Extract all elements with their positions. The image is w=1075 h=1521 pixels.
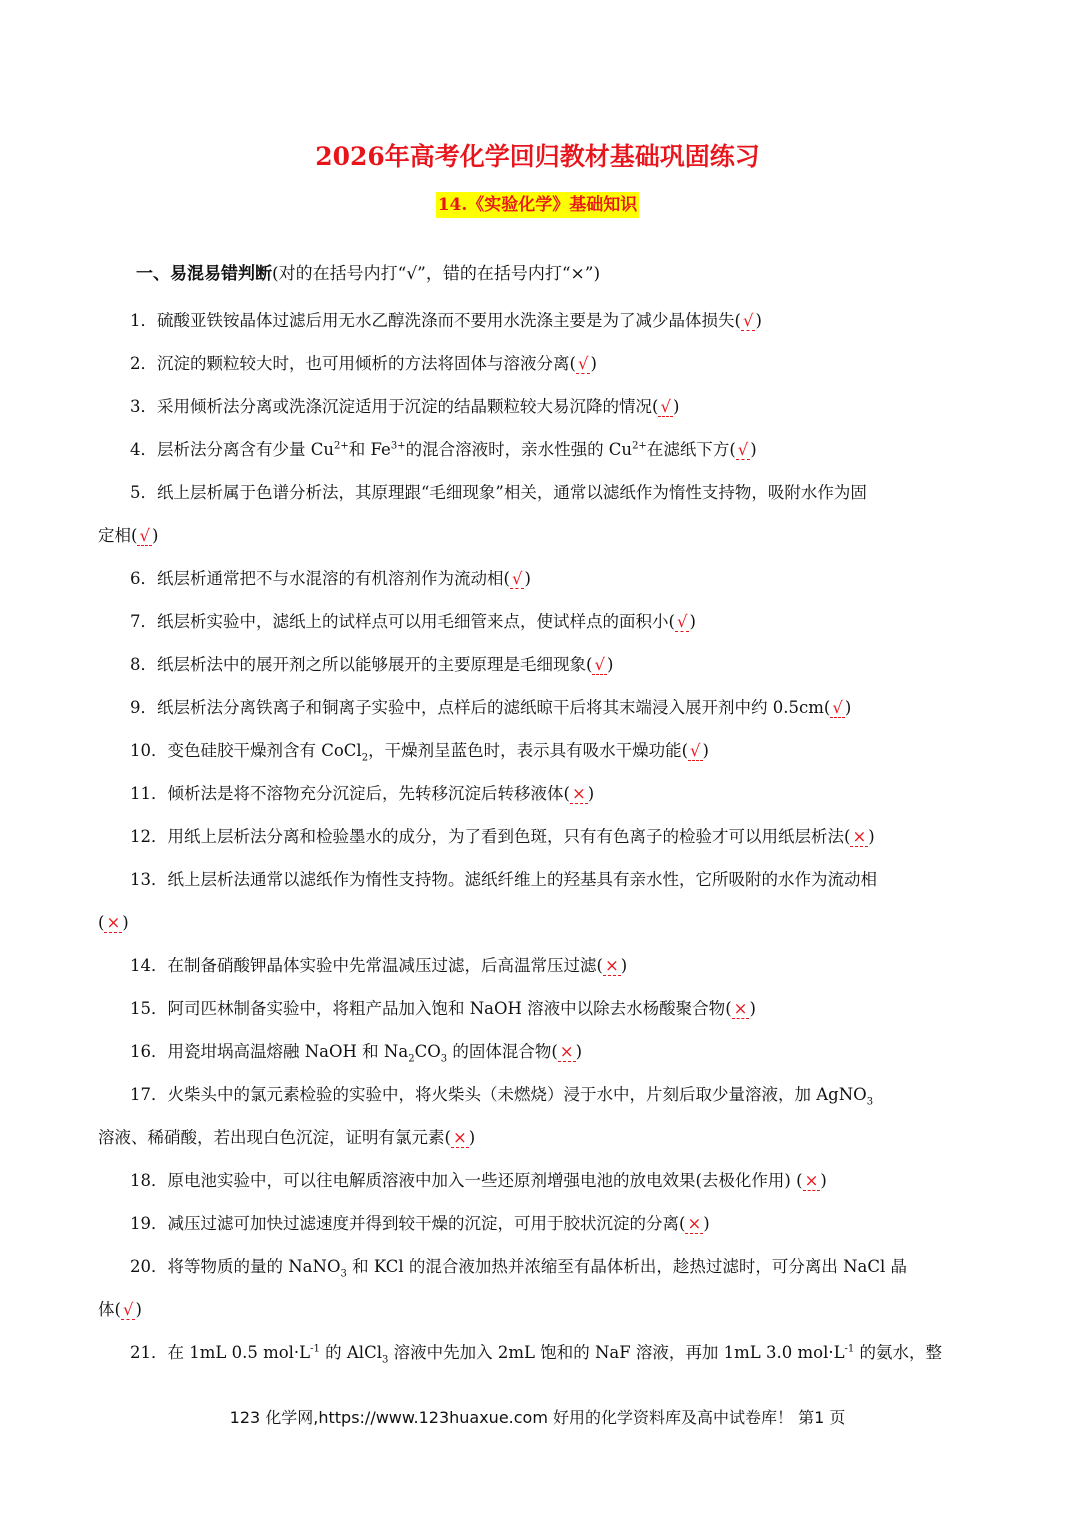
question-6: 6．纸层析通常把不与水混溶的有机溶剂作为流动相( √ ): [130, 569, 531, 588]
question-3: 3．采用倾析法分离或洗涤沉淀适用于沉淀的结晶颗粒较大易沉降的情况( √ ): [130, 397, 680, 416]
answer-mark: √: [577, 354, 589, 373]
answer-mark: √: [511, 569, 523, 588]
question-8: 8．纸层析法中的展开剂之所以能够展开的主要原理是毛细现象( √ ): [130, 655, 614, 674]
answer-mark: ×: [452, 1128, 467, 1147]
question-7: 7．纸层析实验中，滤纸上的试样点可以用毛细管来点，使试样点的面积小( √ ): [130, 612, 696, 631]
answer-mark: ×: [559, 1042, 574, 1061]
question-5: 5．纸上层析属于色谱分析法，其原理跟“毛细现象”相关，通常以滤纸作为惰性支持物，吸附水作为固 定相( √ ): [98, 483, 867, 545]
answer-mark: ×: [852, 827, 867, 846]
question-1: 1．硫酸亚铁铵晶体过滤后用无水乙醇洗涤而不要用水洗涤主要是为了减少晶体损失( √ ): [130, 311, 762, 330]
question-17: 17．火柴头中的氯元素检验的实验中，将火柴头（未燃烧）浸于水中，片刻后取少量溶液，加 AgNO$_3$ 溶液、稀硝酸，若出现白色沉淀，证明有氯元素( × ): [98, 1085, 874, 1147]
question-18: 18．原电池实验中，可以往电解质溶液中加入一些还原剂增强电池的放电效果(去极化作用) ( × ): [130, 1171, 827, 1190]
question-14: 14．在制备硝酸钾晶体实验中先常温减压过滤，后高温常压过滤( × ): [130, 956, 628, 975]
answer-mark: ×: [571, 784, 586, 803]
question-16: 16．用瓷坩埚高温熔融 NaOH 和 $Na_2CO_3$ 的固体混合物( × ): [130, 1042, 583, 1065]
question-15: 15．阿司匹林制备实验中，将粗产品加入饱和 NaOH 溶液中以除去水杨酸聚合物( × ): [130, 999, 756, 1018]
chapter-subtitle: 14.《实验化学》基础知识: [436, 192, 640, 218]
question-21: 21．在 1mL 0.5 $mol\cdot L^{-1}$ 的 AlCl$_3$ 溶液中先加入 2mL 饱和的 NaF 溶液，再加 1mL 3.0 $mol\cdot L^{-1}$ 的氨水，整: [130, 1343, 943, 1366]
question-13: 13．纸上层析法通常以滤纸作为惰性支持物。滤纸纤维上的羟基具有亲水性，它所吸附的水作为流动相 ( × ): [98, 870, 877, 932]
answer-mark: ×: [687, 1214, 702, 1233]
answer-mark: √: [594, 655, 605, 674]
question-10: 10．变色硅胶干燥剂含有 CoCl$_2$，干燥剂呈蓝色时，表示具有吸水干燥功能( √ ): [130, 741, 709, 764]
answer-mark: √: [676, 612, 688, 631]
answer-mark: √: [737, 440, 749, 459]
question-2: 2．沉淀的颗粒较大时，也可用倾析的方法将固体与溶液分离( √ ): [130, 354, 597, 373]
answer-mark: ×: [604, 956, 619, 975]
question-9: 9．纸层析法分离铁离子和铜离子实验中，点样后的滤纸晾干后将其末端浸入展开剂中约 0.5cm( √ ): [130, 698, 852, 717]
answer-mark: √: [122, 1300, 134, 1319]
page-footer: 123 化学网,https://www.123huaxue.com 好用的化学资料库及高中试卷库！ 第1 页: [229, 1408, 846, 1427]
answer-mark: ×: [106, 913, 121, 932]
question-19: 19．减压过滤可加快过滤速度并得到较干燥的沉淀，可用于胶状沉淀的分离( × ): [130, 1214, 710, 1233]
answer-mark: √: [690, 741, 701, 760]
answer-mark: √: [660, 397, 671, 416]
answer-mark: ×: [733, 999, 748, 1018]
question-11: 11．倾析法是将不溶物充分沉淀后，先转移沉淀后转移液体( × ): [130, 784, 595, 803]
page-title: 2026年高考化学回归教材基础巩固练习: [315, 142, 760, 171]
section-heading: [136, 260, 600, 288]
answer-mark: √: [832, 698, 843, 717]
section-note: (对的在括号内打“√”，错的在括号内打“×”): [272, 264, 601, 284]
answer-mark: √: [742, 311, 754, 330]
answer-mark: √: [139, 526, 150, 545]
answer-mark: ×: [804, 1171, 819, 1190]
question-12: 12．用纸上层析法分离和检验墨水的成分，为了看到色斑，只有有色离子的检验才可以用纸层析法( × ): [130, 827, 875, 846]
question-4: 4．层析法分离含有少量 $Cu^{2+}$和 $Fe^{3+}$的混合溶液时，亲水性强的 $Cu^{2+}$在滤纸下方( √ ): [130, 440, 757, 459]
section-head: 一、易混易错判断: [136, 264, 272, 284]
question-20: 20．将等物质的量的 NaNO$_3$ 和 KCl 的混合液加热并浓缩至有晶体析出，趁热过滤时，可分离出 NaCl 晶 体( √ ): [98, 1257, 908, 1319]
